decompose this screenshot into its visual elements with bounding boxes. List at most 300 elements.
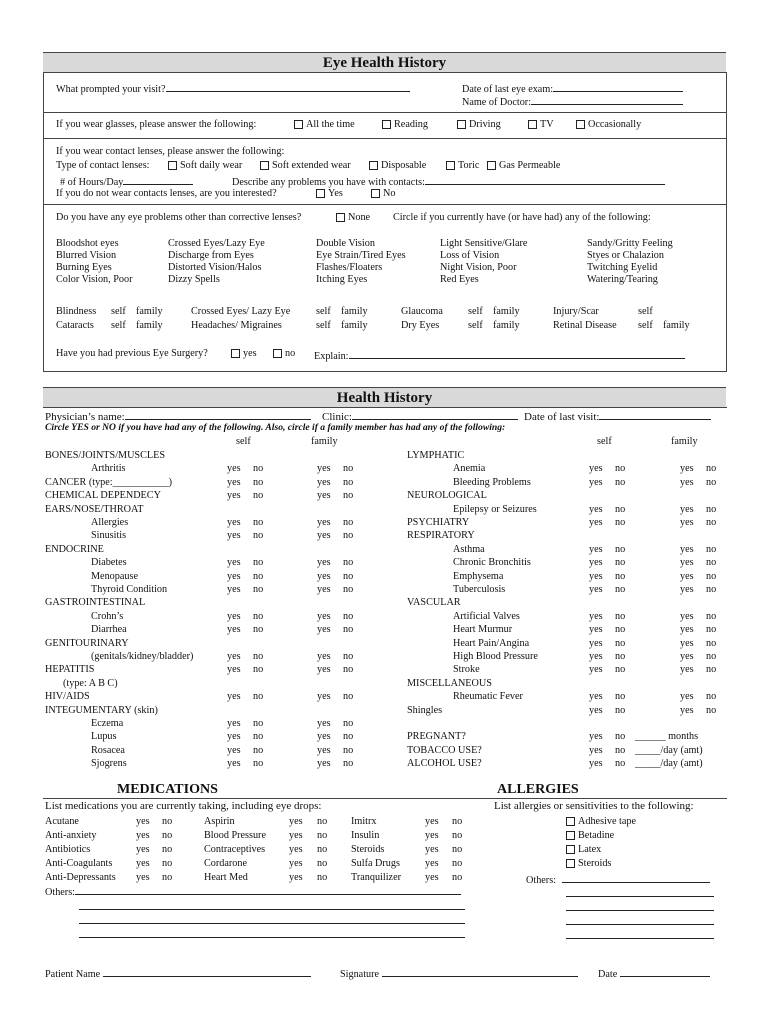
yes-no-option[interactable]: no (615, 463, 626, 475)
self-header-left: self (236, 436, 251, 447)
symptom[interactable]: Watering/Tearing (587, 274, 658, 285)
symptom[interactable]: Itching Eyes (316, 274, 368, 285)
yes-no-option[interactable]: no (615, 704, 626, 716)
fam-option[interactable]: family (663, 320, 690, 331)
contact-type-disposable[interactable]: Disposable (369, 160, 426, 172)
yes-no-option[interactable]: yes (227, 718, 241, 729)
condition-label: Menopause (91, 570, 138, 582)
yes-no-option[interactable]: no (253, 584, 264, 595)
yes-no-option[interactable]: yes (425, 816, 439, 827)
fam-glaucoma[interactable]: Glaucoma (401, 306, 443, 317)
condition-label: GENITOURINARY (45, 637, 129, 649)
yes-no-option[interactable]: yes (289, 858, 303, 869)
allergies-title: ALLERGIES (497, 782, 579, 797)
patient-name-field[interactable] (103, 966, 311, 977)
fam-option[interactable]: family (341, 306, 368, 317)
glasses-opt-occasionally[interactable]: Occasionally (576, 119, 641, 131)
fam-option[interactable]: family (136, 320, 163, 331)
yes-no-option[interactable]: no (253, 744, 264, 756)
checkbox-icon[interactable] (457, 120, 466, 129)
meds-others-field[interactable] (75, 884, 461, 895)
checkbox-icon[interactable] (260, 161, 269, 170)
fam-option[interactable]: self (468, 306, 483, 317)
symptom[interactable]: Bloodshot eyes (56, 238, 119, 249)
checkbox-icon[interactable] (371, 189, 380, 198)
yes-no-option[interactable]: no (253, 610, 264, 622)
fam-option[interactable]: self (316, 320, 331, 331)
contact-types-label: Type of contact lenses: (56, 160, 150, 171)
yes-no-option[interactable]: no (615, 758, 626, 770)
yes-no-option[interactable]: no (343, 624, 354, 636)
yes-no-option[interactable]: yes (589, 664, 603, 676)
medications-instructions: List medications you are currently taking, including eye drops: (45, 800, 322, 812)
glasses-opt-reading[interactable]: Reading (382, 119, 428, 131)
yes-no-option[interactable]: no (706, 624, 717, 636)
symptom[interactable]: Flashes/Floaters (316, 262, 383, 273)
allergies-others-line[interactable] (566, 900, 714, 911)
condition-label: Diabetes (91, 557, 127, 569)
condition-label: Shingles (407, 704, 443, 716)
yes-no-option[interactable]: yes (317, 731, 331, 743)
yes-no-option[interactable]: no (253, 718, 264, 729)
yes-no-option[interactable]: yes (227, 517, 241, 528)
yes-no-option[interactable]: yes (317, 530, 331, 542)
yes-no-option[interactable]: yes (227, 557, 241, 569)
fam-option[interactable]: family (341, 320, 368, 331)
yes-no-option[interactable]: yes (289, 830, 303, 841)
yes-no-option[interactable]: no (253, 490, 264, 502)
amount-field[interactable]: _____/day (amt) (635, 758, 703, 770)
fam-injury-scar[interactable]: Injury/Scar (553, 306, 599, 317)
meds-others-line[interactable] (79, 927, 465, 938)
yes-no-option[interactable]: no (706, 570, 717, 582)
doctor-field[interactable] (531, 94, 683, 105)
yes-no-option[interactable]: yes (680, 557, 694, 569)
condition-label: Chronic Bronchitis (453, 557, 531, 569)
checkbox-icon[interactable] (446, 161, 455, 170)
yes-no-option[interactable]: no (253, 463, 264, 475)
yes-no-option[interactable]: yes (589, 744, 603, 756)
fam-option[interactable]: family (493, 320, 520, 331)
yes-no-option[interactable]: yes (589, 584, 603, 595)
checkbox-icon[interactable] (336, 213, 345, 222)
yes-no-option[interactable]: yes (227, 570, 241, 582)
yes-no-option[interactable]: no (253, 758, 264, 770)
physician-field[interactable] (125, 409, 311, 420)
yes-no-option[interactable]: yes (227, 610, 241, 622)
yes-no-option[interactable]: yes (317, 624, 331, 636)
yes-no-option[interactable]: no (615, 637, 626, 649)
yes-no-option[interactable]: no (343, 718, 354, 729)
last-exam-field[interactable] (553, 81, 683, 92)
allergy-item[interactable]: Betadine (566, 830, 636, 844)
symptom[interactable]: Distorted Vision/Halos (168, 262, 262, 273)
months-field[interactable]: ______ months (635, 731, 699, 743)
fam-dry-eyes[interactable]: Dry Eyes (401, 320, 440, 331)
yes-no-option[interactable]: yes (317, 517, 331, 528)
yes-no-option[interactable]: yes (589, 731, 603, 743)
symptom[interactable]: Night Vision, Poor (440, 262, 517, 273)
yes-no-option[interactable]: no (706, 543, 717, 555)
yes-no-option[interactable]: no (706, 557, 717, 569)
yes-no-option[interactable]: no (343, 731, 354, 743)
yes-no-option[interactable]: no (615, 557, 626, 569)
fam-cataracts[interactable]: Cataracts (56, 320, 94, 331)
yes-no-option[interactable]: yes (589, 637, 603, 649)
clinic-row (322, 409, 518, 423)
allergies-others-field[interactable] (562, 872, 710, 883)
yes-no-option[interactable]: no (253, 651, 264, 662)
yes-no-option[interactable]: no (615, 651, 626, 662)
yes-no-option[interactable]: yes (227, 476, 241, 488)
yes-no-option[interactable]: yes (289, 816, 303, 827)
checkbox-icon[interactable] (369, 161, 378, 170)
fam-crossed-eyes[interactable]: Crossed Eyes/ Lazy Eye (191, 306, 291, 317)
yes-no-option[interactable]: yes (680, 691, 694, 703)
allergies-others-line[interactable] (566, 886, 714, 897)
yes-no-option[interactable]: yes (317, 557, 331, 569)
yes-no-option[interactable]: yes (227, 744, 241, 756)
yes-no-option[interactable]: yes (589, 543, 603, 555)
fam-option[interactable]: self (638, 320, 653, 331)
yes-no-option[interactable]: yes (227, 691, 241, 703)
yes-no-option[interactable]: yes (317, 718, 331, 729)
fam-option[interactable]: self (111, 306, 126, 317)
yes-no-option[interactable]: yes (680, 570, 694, 582)
symptom[interactable]: Discharge from Eyes (168, 250, 254, 261)
glasses-opt-driving[interactable]: Driving (457, 119, 501, 131)
checkbox-icon[interactable] (168, 161, 177, 170)
yes-no-option[interactable]: no (253, 557, 264, 569)
yes-no-option[interactable]: yes (680, 610, 694, 622)
yes-no-option[interactable]: no (615, 543, 626, 555)
yes-no-option[interactable]: yes (589, 557, 603, 569)
condition-label: HIV/AIDS (45, 691, 90, 703)
yes-no-option[interactable]: no (343, 744, 354, 756)
yes-no-option[interactable]: no (343, 610, 354, 622)
symptom[interactable]: Red Eyes (440, 274, 479, 285)
contact-type-toric[interactable]: Toric (446, 160, 479, 172)
surgery-no[interactable]: no (273, 348, 295, 360)
yes-no-option[interactable]: yes (136, 858, 150, 869)
yes-no-option[interactable]: no (343, 557, 354, 569)
yes-no-option[interactable]: yes (425, 872, 439, 883)
yes-no-option[interactable]: no (343, 584, 354, 595)
allergy-item[interactable]: Steroids (566, 858, 636, 872)
yes-no-option[interactable]: yes (425, 858, 439, 869)
interested-yes[interactable]: Yes (316, 188, 343, 200)
explain-field[interactable] (349, 348, 685, 359)
yes-no-option[interactable]: yes (589, 476, 603, 488)
surgery-yes[interactable]: yes (231, 348, 257, 360)
yes-no-option[interactable]: yes (289, 872, 303, 883)
yes-no-option[interactable]: no (343, 530, 354, 542)
yes-no-option[interactable]: yes (227, 584, 241, 595)
date-field[interactable] (620, 966, 710, 977)
medication-label: Anti-anxiety (45, 830, 97, 841)
yes-no-option[interactable]: yes (589, 651, 603, 662)
yes-no-option[interactable]: no (615, 476, 626, 488)
symptom[interactable]: Sandy/Gritty Feeling (587, 238, 673, 249)
meds-others-line[interactable] (79, 913, 465, 924)
yes-no-option[interactable]: no (615, 731, 626, 743)
yes-no-option[interactable]: yes (317, 490, 331, 502)
condition-label: Bleeding Problems (453, 476, 531, 488)
yes-no-option[interactable]: no (253, 570, 264, 582)
yes-no-option[interactable]: no (253, 624, 264, 636)
yes-no-option[interactable]: no (317, 830, 328, 841)
yes-no-option[interactable]: yes (227, 651, 241, 662)
allergy-item[interactable]: Latex (566, 844, 636, 858)
symptom[interactable]: Dizzy Spells (168, 274, 220, 285)
checkbox-icon[interactable] (566, 845, 575, 854)
yes-no-option[interactable]: yes (680, 651, 694, 662)
yes-no-option[interactable]: no (452, 844, 463, 855)
yes-no-option[interactable]: yes (136, 844, 150, 855)
yes-no-option[interactable]: no (343, 691, 354, 703)
yes-no-option[interactable]: yes (680, 704, 694, 716)
yes-no-option[interactable]: yes (227, 664, 241, 676)
yes-no-option[interactable]: yes (317, 664, 331, 676)
condition-label: TOBACCO USE? (407, 744, 482, 756)
yes-no-option[interactable]: yes (680, 476, 694, 488)
yes-no-option[interactable]: no (615, 691, 626, 703)
yes-no-option[interactable]: no (317, 872, 328, 883)
yes-no-option[interactable]: yes (136, 816, 150, 827)
checkbox-icon[interactable] (566, 817, 575, 826)
yes-no-option[interactable]: yes (589, 624, 603, 636)
yes-no-option[interactable]: no (452, 816, 463, 827)
symptom[interactable]: Eye Strain/Tired Eyes (316, 250, 406, 261)
yes-no-option[interactable]: no (706, 476, 717, 488)
yes-no-option[interactable]: no (162, 816, 173, 827)
yes-no-option[interactable]: no (452, 830, 463, 841)
yes-no-option[interactable]: no (253, 664, 264, 676)
checkbox-icon[interactable] (487, 161, 496, 170)
yes-no-option[interactable]: no (317, 816, 328, 827)
yes-no-option[interactable]: yes (680, 637, 694, 649)
yes-no-option[interactable]: yes (317, 744, 331, 756)
fam-option[interactable]: family (136, 306, 163, 317)
yes-no-option[interactable]: no (343, 463, 354, 475)
yes-no-option[interactable]: no (162, 872, 173, 883)
glasses-opt-tv[interactable]: TV (528, 119, 554, 131)
symptom[interactable]: Burning Eyes (56, 262, 112, 273)
yes-no-option[interactable]: yes (425, 844, 439, 855)
last-visit-field[interactable] (599, 409, 711, 420)
symptom[interactable]: Color Vision, Poor (56, 274, 133, 285)
yes-no-option[interactable]: no (343, 490, 354, 502)
yes-no-option[interactable]: no (706, 637, 717, 649)
hours-day-label: # of Hours/Day (60, 177, 124, 188)
yes-no-option[interactable]: yes (317, 570, 331, 582)
yes-no-option[interactable]: yes (227, 731, 241, 743)
eye-problems-none[interactable]: None (336, 212, 370, 224)
yes-no-option[interactable]: no (615, 503, 626, 515)
medication-label: Heart Med (204, 872, 248, 883)
yes-no-option[interactable]: yes (317, 758, 331, 770)
yes-no-option[interactable]: yes (680, 664, 694, 676)
hours-day-field[interactable] (123, 174, 193, 185)
checkbox-icon[interactable] (231, 349, 240, 358)
contact-types-row (56, 160, 150, 172)
yes-no-option[interactable]: no (343, 476, 354, 488)
yes-no-option[interactable]: yes (317, 651, 331, 662)
yes-no-option[interactable]: no (253, 517, 264, 528)
yes-no-option[interactable]: no (343, 664, 354, 676)
yes-no-option[interactable]: yes (317, 691, 331, 703)
yes-no-option[interactable]: no (253, 731, 264, 743)
yes-no-option[interactable]: no (706, 517, 717, 528)
describe-problems-label: Describe any problems you have with contacts: (232, 177, 425, 188)
yes-no-option[interactable]: yes (589, 517, 603, 528)
yes-no-option[interactable]: yes (680, 517, 694, 528)
last-visit-row (524, 409, 711, 423)
doctor-label: Name of Doctor: (462, 97, 532, 108)
contact-type-soft-daily[interactable]: Soft daily wear (168, 160, 242, 172)
meds-others-line[interactable] (79, 899, 465, 910)
describe-problems-field[interactable] (425, 174, 665, 185)
symptom[interactable]: Double Vision (316, 238, 375, 249)
condition-label: (genitals/kidney/bladder) (91, 651, 194, 662)
yes-no-option[interactable]: yes (589, 691, 603, 703)
yes-no-option[interactable]: yes (589, 503, 603, 515)
yes-no-option[interactable]: no (452, 858, 463, 869)
glasses-opt-all[interactable]: All the time (294, 119, 355, 131)
condition-label: Stroke (453, 664, 480, 676)
explain-label: Explain: (314, 351, 349, 362)
fam-option[interactable]: self (638, 306, 653, 317)
allergy-item[interactable]: Adhesive tape (566, 816, 636, 830)
yes-no-option[interactable]: yes (227, 463, 241, 475)
symptom[interactable]: Styes or Chalazion (587, 250, 664, 261)
fam-option[interactable]: self (316, 306, 331, 317)
checkbox-icon[interactable] (528, 120, 537, 129)
yes-no-option[interactable]: yes (136, 830, 150, 841)
yes-no-option[interactable]: yes (425, 830, 439, 841)
fam-option[interactable]: self (468, 320, 483, 331)
yes-no-option[interactable]: yes (680, 503, 694, 515)
yes-no-option[interactable]: yes (589, 704, 603, 716)
checkbox-icon[interactable] (576, 120, 585, 129)
yes-no-option[interactable]: no (253, 476, 264, 488)
yes-no-option[interactable]: no (615, 664, 626, 676)
checkbox-icon[interactable] (382, 120, 391, 129)
yes-no-option[interactable]: no (253, 691, 264, 703)
fam-option[interactable]: family (493, 306, 520, 317)
yes-no-option[interactable]: yes (680, 543, 694, 555)
yes-no-option[interactable]: no (343, 517, 354, 528)
condition-label: Thyroid Condition (91, 584, 168, 595)
yes-no-option[interactable]: yes (227, 490, 241, 502)
checkbox-icon[interactable] (566, 831, 575, 840)
clinic-field[interactable] (352, 409, 518, 420)
family-header-right: family (671, 436, 698, 447)
yes-no-option[interactable]: yes (136, 872, 150, 883)
yes-no-option[interactable]: no (162, 830, 173, 841)
yes-no-option[interactable]: yes (317, 584, 331, 595)
yes-no-option[interactable]: no (706, 691, 717, 703)
yes-no-option[interactable]: no (706, 503, 717, 515)
yes-no-option[interactable]: yes (589, 570, 603, 582)
checkbox-icon[interactable] (566, 859, 575, 868)
yes-no-option[interactable]: no (162, 844, 173, 855)
yes-no-option[interactable]: no (343, 651, 354, 662)
fam-headaches[interactable]: Headaches/ Migraines (191, 320, 282, 331)
yes-no-option[interactable]: yes (227, 758, 241, 770)
yes-no-option[interactable]: no (317, 858, 328, 869)
yes-no-option[interactable]: no (706, 651, 717, 662)
symptom[interactable]: Loss of Vision (440, 250, 500, 261)
yes-no-option[interactable]: no (615, 570, 626, 582)
yes-no-option[interactable]: no (706, 704, 717, 716)
yes-no-option[interactable]: no (706, 463, 717, 475)
yes-no-option[interactable]: yes (317, 476, 331, 488)
symptom[interactable]: Twitching Eyelid (587, 262, 658, 273)
yes-no-option[interactable]: yes (317, 463, 331, 475)
yes-no-option[interactable]: no (615, 610, 626, 622)
glasses-question: If you wear glasses, please answer the following: (56, 119, 257, 130)
yes-no-option[interactable]: no (317, 844, 328, 855)
yes-no-option[interactable]: no (253, 530, 264, 542)
fam-blindness[interactable]: Blindness (56, 306, 97, 317)
yes-no-option[interactable]: yes (680, 463, 694, 475)
yes-no-option[interactable]: yes (589, 463, 603, 475)
yes-no-option[interactable]: no (706, 664, 717, 676)
amount-field[interactable]: _____/day (amt) (635, 744, 703, 756)
yes-no-option[interactable]: yes (589, 758, 603, 770)
fam-retinal-disease[interactable]: Retinal Disease (553, 320, 617, 331)
yes-no-option[interactable]: yes (289, 844, 303, 855)
checkbox-icon[interactable] (294, 120, 303, 129)
yes-no-option[interactable]: no (343, 570, 354, 582)
yes-no-option[interactable]: yes (589, 610, 603, 622)
yes-no-option[interactable]: no (706, 584, 717, 595)
yes-no-option[interactable]: no (615, 584, 626, 595)
checkbox-icon[interactable] (316, 189, 325, 198)
interested-no[interactable]: No (371, 188, 395, 200)
hours-day-row (60, 174, 193, 189)
condition-label: GASTROINTESTINAL (45, 597, 146, 609)
symptom[interactable]: Blurred Vision (56, 250, 117, 261)
yes-no-option[interactable]: yes (680, 584, 694, 595)
fam-option[interactable]: self (111, 320, 126, 331)
yes-no-option[interactable]: no (452, 872, 463, 883)
yes-no-option[interactable]: no (162, 858, 173, 869)
allergies-others-line[interactable] (566, 928, 714, 939)
yes-no-option[interactable]: yes (227, 624, 241, 636)
yes-no-option[interactable]: no (615, 744, 626, 756)
yes-no-option[interactable]: no (615, 517, 626, 528)
yes-no-option[interactable]: no (343, 758, 354, 770)
visit-prompt-field[interactable] (166, 81, 410, 92)
patient-name-label: Patient Name (45, 969, 101, 980)
yes-no-option[interactable]: yes (227, 530, 241, 542)
eye-health-title: Eye Health History (43, 52, 726, 73)
symptom[interactable]: Light Sensitive/Glare (440, 238, 528, 249)
contact-type-soft-extended[interactable]: Soft extended wear (260, 160, 351, 172)
yes-no-option[interactable]: yes (680, 624, 694, 636)
yes-no-option[interactable]: no (615, 624, 626, 636)
yes-no-option[interactable]: yes (317, 610, 331, 622)
contact-type-gas-permeable[interactable]: Gas Permeable (487, 160, 560, 172)
checkbox-icon[interactable] (273, 349, 282, 358)
symptom[interactable]: Crossed Eyes/Lazy Eye (168, 238, 265, 249)
yes-no-option[interactable]: no (706, 610, 717, 622)
signature-field[interactable] (382, 966, 578, 977)
condition-label: VASCULAR (407, 597, 461, 609)
allergies-others-line[interactable] (566, 914, 714, 925)
